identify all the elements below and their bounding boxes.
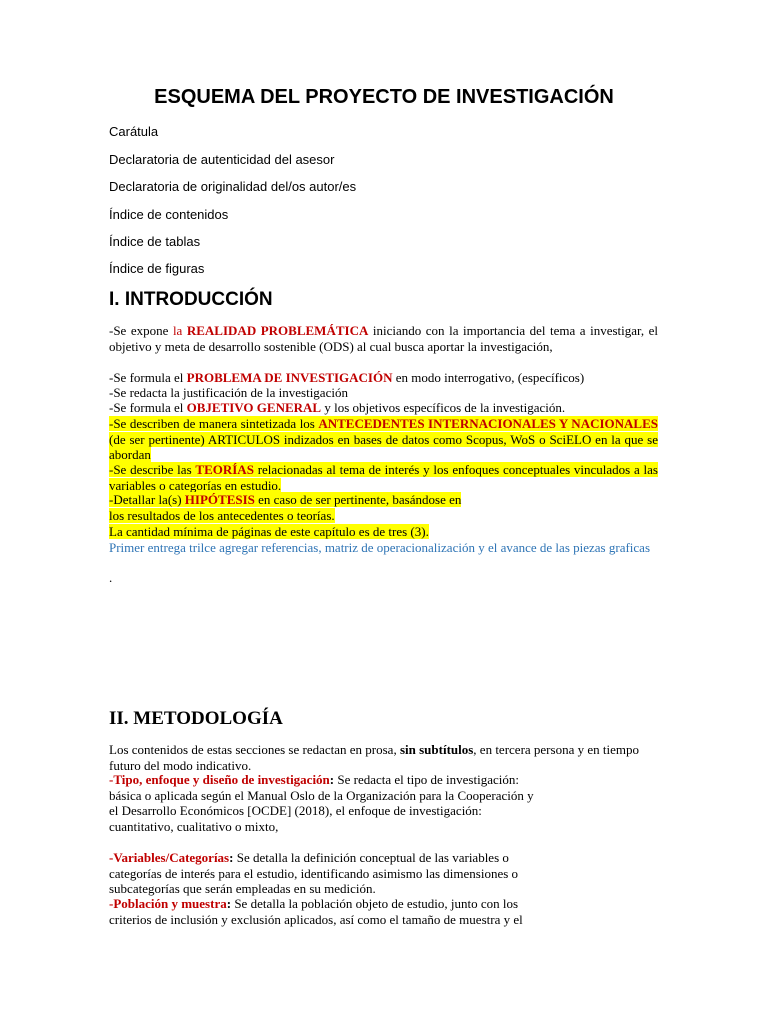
intro-note-primer-entrega: Primer entrega trilce agregar referencias, matriz de operacionalización y el avance de las piezas graficas [109, 540, 650, 555]
toc-item-indice-figuras: Índice de figuras [109, 261, 205, 276]
toc-item-declaratoria-asesor: Declaratoria de autenticidad del asesor [109, 152, 335, 167]
toc-item-declaratoria-autores: Declaratoria de originalidad del/os autor/es [109, 179, 357, 194]
section-heading-metodologia: II. METODOLOGÍA [109, 708, 283, 729]
intro-paragraph-objetivo: -Se formula el OBJETIVO GENERAL y los objetivos específicos de la investigación. [109, 400, 566, 415]
toc-item-indice-tablas: Índice de tablas [109, 234, 201, 249]
document-title: ESQUEMA DEL PROYECTO DE INVESTIGACIÓN [154, 86, 614, 108]
intro-paragraph-realidad: -Se expone la REALIDAD PROBLEMÁTICA iniciando con la importancia del tema a investigar, el objetivo y meta de desarrollo sostenible (ODS) al cual busca aportar la investigación, [109, 323, 659, 354]
intro-paragraph-paginas: La cantidad mínima de páginas de este capítulo es de tres (3). [109, 524, 429, 539]
toc-item-caratula: Carátula [109, 124, 159, 139]
intro-paragraph-justificacion: -Se redacta la justificación de la investigación [109, 385, 348, 400]
section-heading-introduccion: I. INTRODUCCIÓN [109, 289, 273, 310]
intro-paragraph-hipotesis: -Detallar la(s) HIPÓTESIS en caso de ser pertinente, basándose en los resultados de los antecedentes o teorías. [109, 492, 462, 523]
met-paragraph-tipo: -Tipo, enfoque y diseño de investigación: Se redacta el tipo de investigación: básica o aplicada según el Manual Oslo de la Organización para la Cooperación y el Desarrollo Económicos [OCDE] (2018), el enfoque de investigación: cuantitativo, cualitativo o mixto, [109, 772, 534, 834]
met-paragraph-contenidos: Los contenidos de estas secciones se redactan en prosa, sin subtítulos, en tercera persona y en tiempo futuro del modo indicativo. [109, 742, 639, 773]
met-paragraph-poblacion: -Población y muestra: Se detalla la población objeto de estudio, junto con los criterios de inclusión y exclusión aplicados, así como el tamaño de muestra y el [109, 896, 523, 927]
intro-dot: . [109, 570, 113, 585]
intro-paragraph-antecedentes: -Se describen de manera sintetizada los ANTECEDENTES INTERNACIONALES Y NACIONALES (de ser pertinente) ARTICULOS indizados en bases de datos como Scopus, WoS o SciELO en la que se abordan [109, 416, 658, 462]
intro-paragraph-teorias: -Se describe las TEORÍAS relacionadas al tema de interés y los enfoques conceptuales vinculados a las variables o categorías en estudio. [109, 462, 658, 493]
met-paragraph-variables: -Variables/Categorías: Se detalla la definición conceptual de las variables o categorías de interés para el estudio, identificando asimismo las dimensiones o subcategorías que serán empleadas en su medición. [109, 850, 519, 896]
toc-item-indice-contenidos: Índice de contenidos [109, 207, 229, 222]
intro-paragraph-problema: -Se formula el PROBLEMA DE INVESTIGACIÓN en modo interrogativo, (específicos) [109, 370, 585, 385]
